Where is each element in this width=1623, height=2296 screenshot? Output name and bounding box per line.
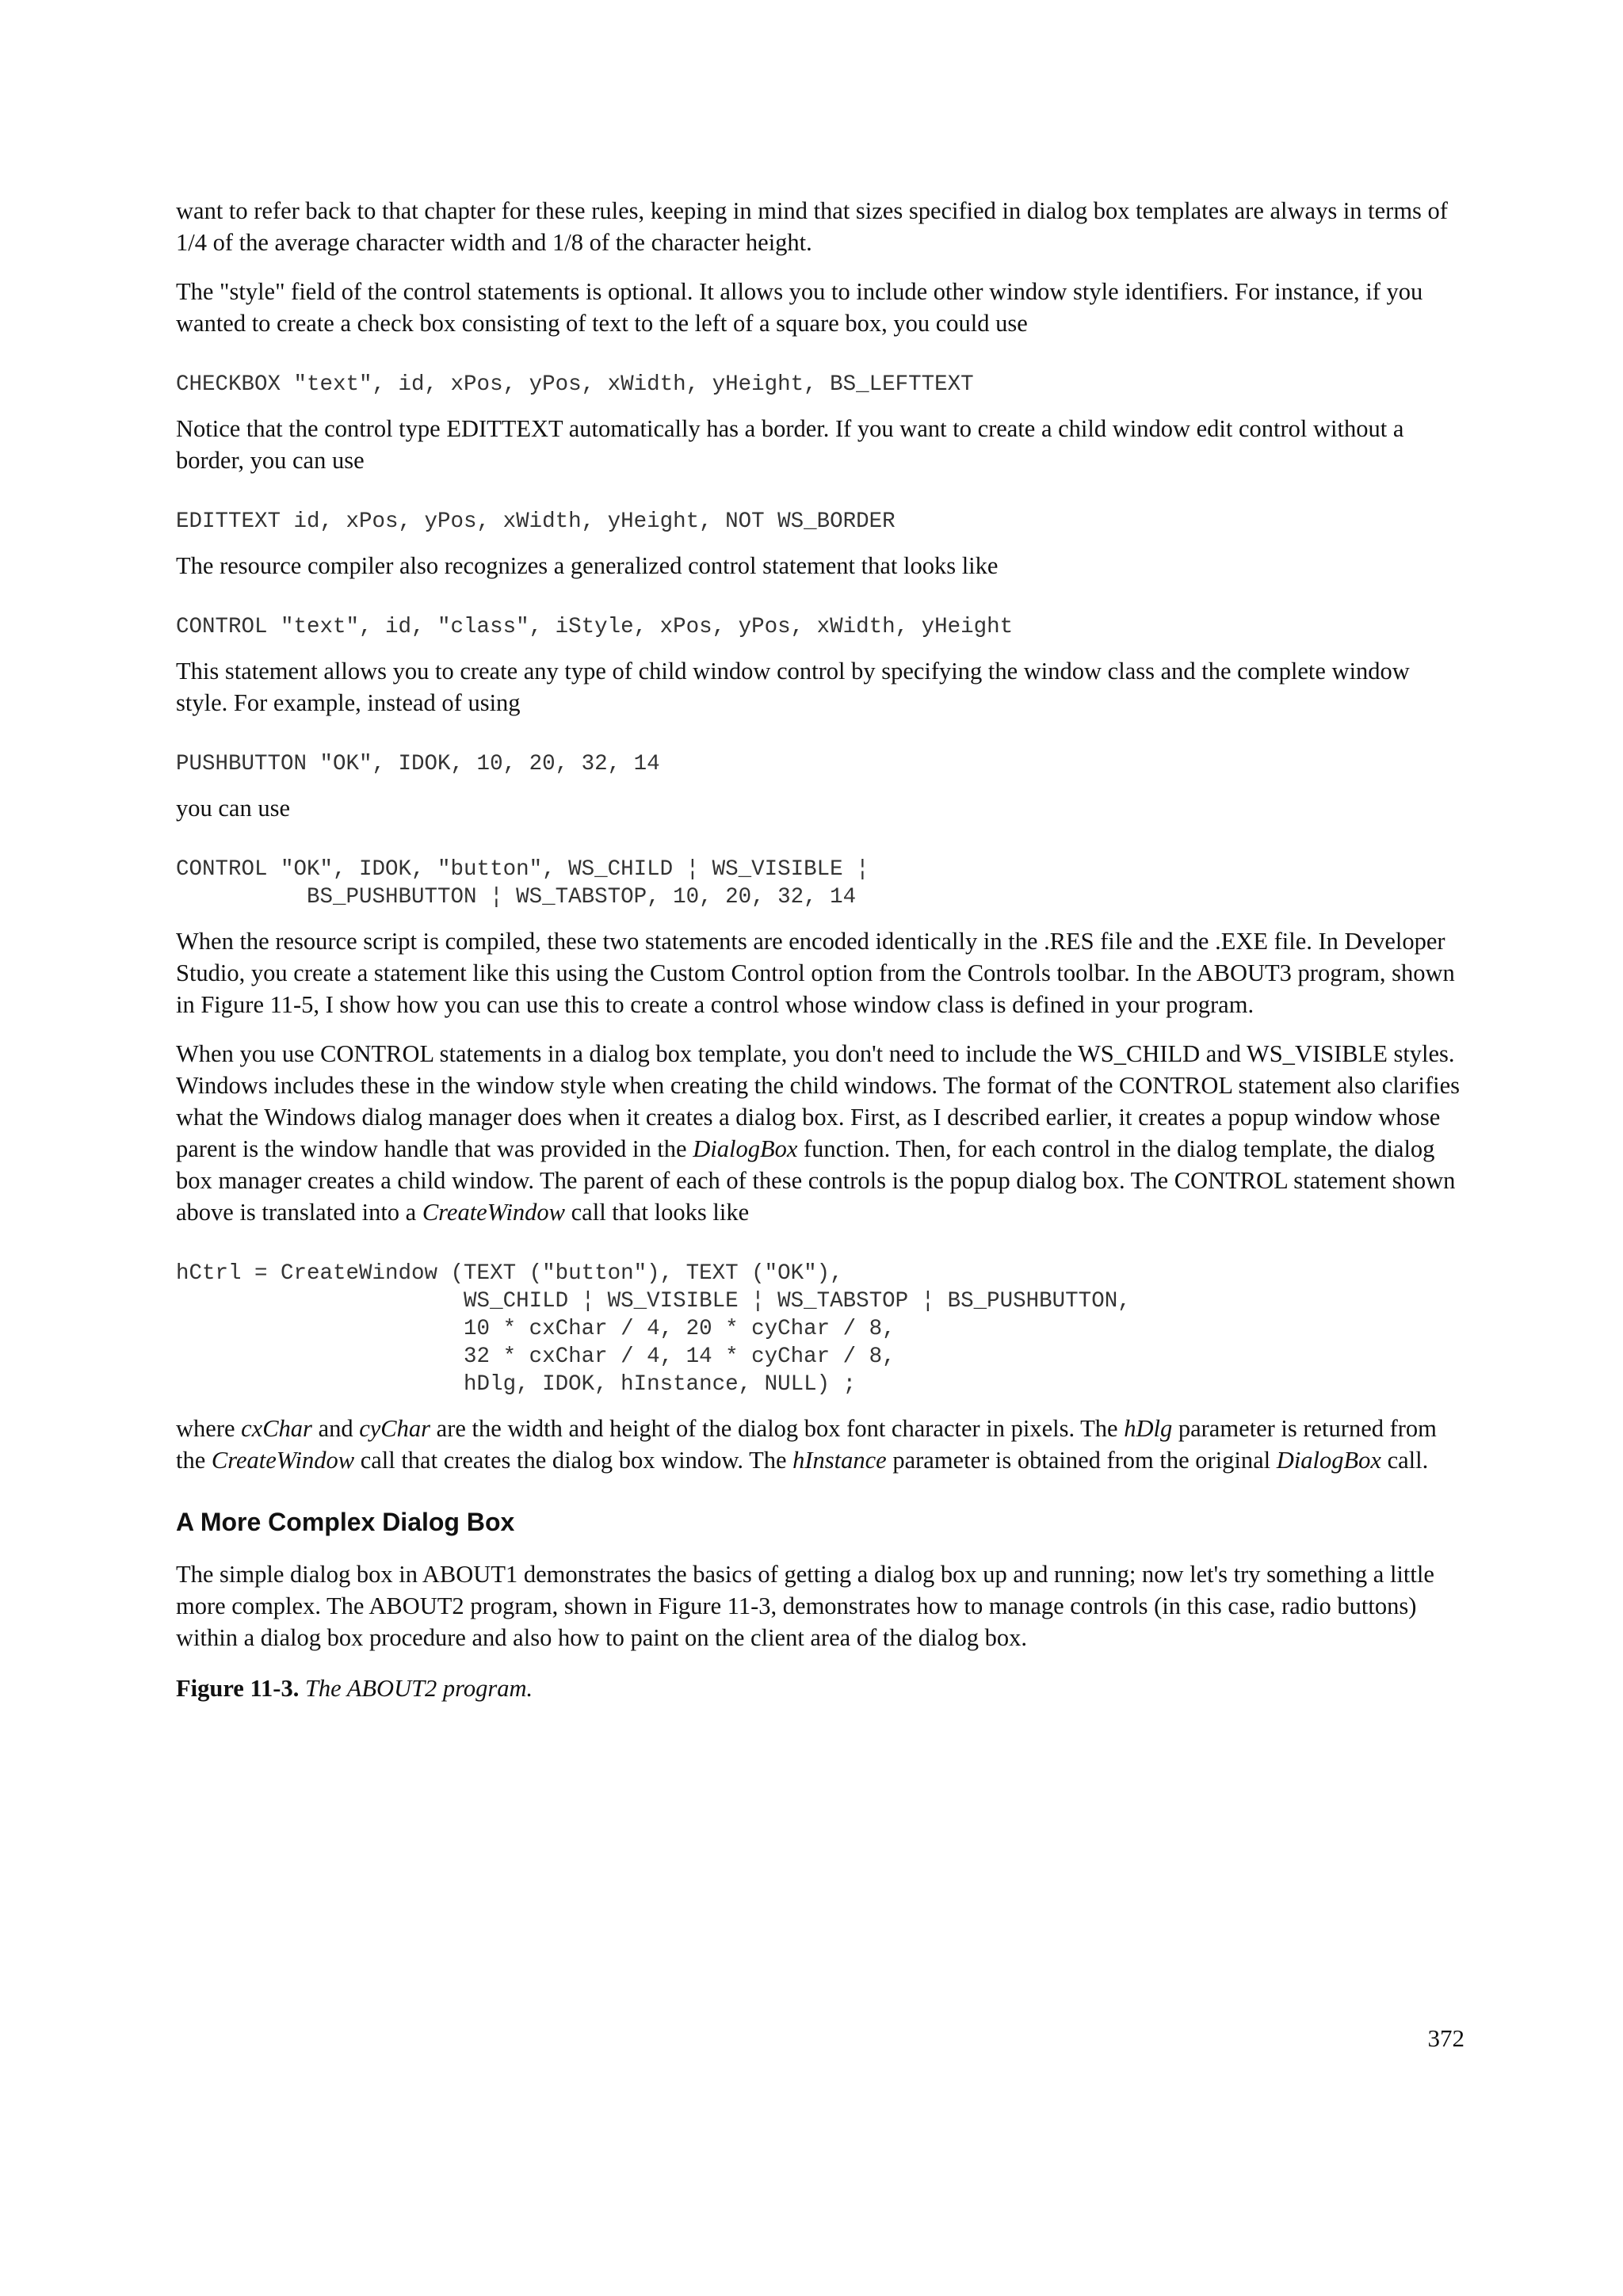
italic-term-cxchar: cxChar [241,1415,312,1442]
text-run: function. Then, for each control in the dialog template, the dialog box manager creates a child window. The parent of each of these controls is the popup dialog box. The CONTROL statement shown above is translated into a [176,1135,1456,1226]
code-control-statement: CONTROL "text", id, "class", iStyle, xPos, yPos, xWidth, yHeight [176,615,1014,639]
text-run: call that looks like [565,1199,750,1226]
paragraph-resource-compiled: When the resource script is compiled, these two statements are encoded identically in the .RES file and the .EXE file. In Developer Studio, you create a statement like this using the Custom Control option from the Controls toolbar. In the ABOUT3 program, shown in Figure 11-5, I show how you can use this to create a control whose window class is defined in your program. [176,928,1455,1018]
text-run: call. [1381,1447,1429,1474]
text-run: parameter is obtained from the original [886,1447,1277,1474]
section-heading: A More Complex Dialog Box [176,1508,515,1536]
code-control-ok-statement: CONTROL "OK", IDOK, "button", WS_CHILD ¦ WS_VISIBLE ¦ BS_PUSHBUTTON ¦ WS_TABSTOP, 10, 20, 32, 14 [176,857,869,910]
paragraph-about2-intro: The simple dialog box in ABOUT1 demonstrates the basics of getting a dialog box up and running; now let's try something a little more complex. The ABOUT2 program, shown in Figure 11-3, demonstrates how to manage controls (in this case, radio buttons) within a dialog box procedure and also how to paint on the client area of the dialog box. [176,1561,1434,1651]
text-run: are the width and height of the dialog box font character in pixels. The [430,1415,1125,1442]
italic-term-cychar: cyChar [359,1415,431,1442]
italic-term-dialogbox: DialogBox [693,1135,798,1162]
paragraph-style-field: The "style" field of the control statements is optional. It allows you to include other window style identifiers. For instance, if you wanted to create a check box consisting of text to the left of a square box, you could use [176,278,1423,337]
text-run: and [311,1415,360,1442]
code-pushbutton-statement: PUSHBUTTON "OK", IDOK, 10, 20, 32, 14 [176,752,660,776]
figure-title: The ABOUT2 program. [304,1675,533,1702]
paragraph-cxchar-cychar [176,1413,1460,1476]
text-run: where [176,1415,242,1442]
paragraph-you-can-use: you can use [176,795,290,822]
text-run: call that creates the dialog box window. The [354,1447,793,1474]
italic-term-hdlg: hDlg [1124,1415,1173,1442]
paragraph-control-statements [176,1038,1460,1228]
paragraph-any-child-control: This statement allows you to create any type of child window control by specifying the window class and the complete window style. For example, instead of using [176,658,1410,716]
paragraph-rules-reference: want to refer back to that chapter for these rules, keeping in mind that sizes specified in dialog box templates are always in terms of 1/4 of the average character width and 1/8 of the character height. [176,197,1448,256]
code-edittext-statement: EDITTEXT id, xPos, yPos, xWidth, yHeight, NOT WS_BORDER [176,509,896,534]
page-number: 372 [1427,2024,1465,2052]
italic-term-createwindow: CreateWindow [211,1447,355,1474]
text-run: parameter is returned from the [176,1415,1437,1474]
italic-term-hinstance: hInstance [792,1447,887,1474]
paragraph-edittext-border: Notice that the control type EDITTEXT automatically has a border. If you want to create a child window edit control without a border, you can use [176,415,1404,474]
code-checkbox-statement: CHECKBOX "text", id, xPos, yPos, xWidth, yHeight, BS_LEFTTEXT [176,372,974,397]
paragraph-generalized-control: The resource compiler also recognizes a generalized control statement that looks like [176,552,999,579]
text-run: When you use CONTROL statements in a dialog box template, you don't need to include the WS_CHILD and WS_VISIBLE styles. Windows includes these in the window style when creating the child windows. The format of the CONTROL statement also clarifies what the Windows dialog manager does when it creates a dialog box. First, as I described earlier, it creates a popup window whose parent is the window handle that was provided in the [176,1040,1460,1162]
figure-caption [176,1672,1460,1704]
figure-label: Figure 11-3. [176,1675,300,1702]
italic-term-createwindow: CreateWindow [422,1199,566,1226]
document-page [176,195,1460,1704]
code-createwindow-call: hCtrl = CreateWindow (TEXT ("button"), TEXT ("OK"), WS_CHILD ¦ WS_VISIBLE ¦ WS_TABSTOP ¦ BS_PUSHBUTTON, 10 * cxChar / 4, 20 * cyChar / 8, 32 * cxChar / 4, 14 * cyChar / 8, hDlg, IDOK, hInstance, NULL) ; [176,1261,1131,1397]
italic-term-dialogbox: DialogBox [1276,1447,1381,1474]
